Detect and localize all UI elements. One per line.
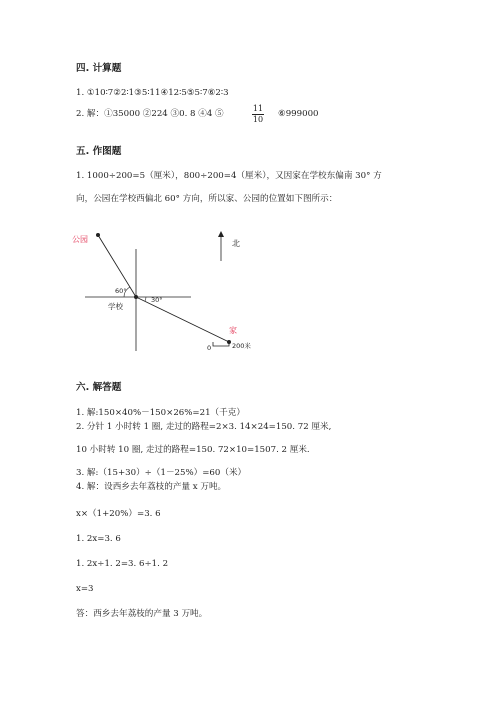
fraction-denominator: 10 <box>252 115 264 124</box>
north-label: 北 <box>232 239 240 248</box>
school-label: 学校 <box>108 302 123 311</box>
equation-1: x×（1+20%）=3. 6 <box>76 509 161 519</box>
answer-4-1: 1. ①10∶7②2∶1③5∶11④12∶5⑤5∶7⑥2∶3 <box>76 88 229 98</box>
north-arrow-icon <box>218 231 224 237</box>
park-label: 公园 <box>72 235 88 244</box>
scale-200m-label: 200米 <box>232 342 251 350</box>
answer-6-4: 4. 解：设西乡去年荔枝的产量 x 万吨。 <box>76 482 227 492</box>
answer-5-line-1: 1. 1000÷200=5（厘米），800÷200=4（厘米），又因家在学校东偏南 30° 方 <box>76 171 382 181</box>
angle-30-arc <box>145 297 146 301</box>
section-4-title: 四. 计算题 <box>76 63 122 74</box>
equation-4: x=3 <box>76 584 94 594</box>
scale-bar <box>213 342 229 346</box>
angle-30-label: 30° <box>151 296 163 304</box>
answer-5-line-2: 向，公园在学校西偏北 60° 方向，所以家、公园的位置如下图所示： <box>76 194 338 204</box>
answer-6-1: 1. 解:150×40%－150×26%=21（千克） <box>76 408 245 418</box>
scale-zero-label: 0 <box>207 344 212 352</box>
answer-6-2-cont: 10 小时转 10 圈, 走过的路程=150. 72×10=1507. 2 厘米. <box>76 445 310 455</box>
fraction-numerator: 11 <box>252 104 264 113</box>
school-point <box>134 295 138 299</box>
equation-3: 1. 2x÷1. 2=3. 6÷1. 2 <box>76 559 169 569</box>
answer-6-2: 2. 分针 1 小时转 1 圈, 走过的路程=2×3. 14×24=150. 72 厘米, <box>76 422 332 432</box>
answer-4-2: 2. 解：①35000 ②224 ③0. 8 ④4 ⑤ <box>76 109 224 119</box>
fraction-11-10 <box>251 104 265 125</box>
section-5-title: 五. 作图题 <box>76 146 122 157</box>
home-label: 家 <box>229 326 237 335</box>
answer-6-3: 3. 解:（15+30）÷（1－25%）=60（米） <box>76 468 247 478</box>
school-to-home-line <box>136 297 229 342</box>
park-point <box>96 233 100 237</box>
angle-60-label: 60° <box>115 287 127 295</box>
answer-4-2-tail: ⑥999000 <box>278 109 319 119</box>
equation-2: 1. 2x=3. 6 <box>76 534 121 544</box>
section-6-title: 六. 解答题 <box>76 382 122 393</box>
final-answer: 答：西乡去年荔枝的产量 3 万吨。 <box>76 609 208 619</box>
location-diagram <box>0 225 500 365</box>
